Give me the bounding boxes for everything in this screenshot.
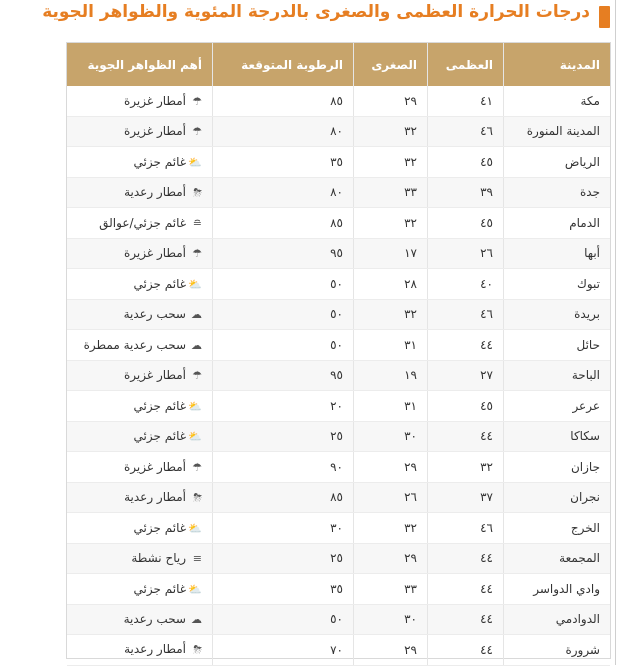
cell-phenomena — [67, 574, 213, 605]
cell-humidity: ٥٠ — [213, 299, 354, 330]
table-row — [67, 574, 610, 605]
cell-city: الباحة — [504, 360, 611, 391]
phenomena-label: غائم جزئي — [133, 429, 186, 444]
cell-max: ٤٦ — [428, 513, 504, 544]
right-divider — [615, 0, 616, 665]
cell-phenomena — [67, 635, 213, 666]
table-body — [67, 86, 610, 665]
cell-humidity: ٢٠ — [213, 391, 354, 422]
thunder-cloud-icon: ☁ — [191, 308, 202, 322]
cell-max: ٤٤ — [428, 635, 504, 666]
cell-min: ٣٢ — [354, 116, 428, 147]
cell-phenomena — [67, 299, 213, 330]
cell-phenomena — [67, 604, 213, 635]
thunderstorm-icon: ⛈ — [193, 185, 202, 199]
phenomena-label: أمطار غزيرة — [123, 368, 186, 383]
table-row — [67, 269, 610, 300]
cell-city: الدمام — [504, 208, 611, 239]
cell-min: ٣١ — [354, 330, 428, 361]
header-city: المدينة — [504, 43, 611, 86]
cell-humidity: ٢٥ — [213, 421, 354, 452]
table-header-row — [67, 43, 610, 86]
title-accent-bar — [599, 6, 610, 28]
cell-humidity: ٣٥ — [213, 147, 354, 178]
partly-cloudy-icon: ⛅ — [188, 582, 202, 596]
table-row — [67, 177, 610, 208]
phenomena-label: رياح نشطة — [131, 551, 186, 566]
cell-min: ٣٢ — [354, 513, 428, 544]
cell-phenomena — [67, 452, 213, 483]
cell-phenomena — [67, 147, 213, 178]
cell-city: عرعر — [504, 391, 611, 422]
cell-phenomena — [67, 238, 213, 269]
cell-max: ٤٤ — [428, 604, 504, 635]
cell-city: الرياض — [504, 147, 611, 178]
cell-min: ٣١ — [354, 391, 428, 422]
cell-phenomena — [67, 360, 213, 391]
cell-humidity: ٩٥ — [213, 238, 354, 269]
header-max: العظمى — [428, 43, 504, 86]
table-row — [67, 86, 610, 116]
cell-humidity: ٨٠ — [213, 177, 354, 208]
cell-min: ٢٦ — [354, 482, 428, 513]
cell-humidity: ٣٠ — [213, 513, 354, 544]
table-row — [67, 604, 610, 635]
cell-max: ٤٤ — [428, 574, 504, 605]
rain-cloud-icon: ☂ — [192, 369, 202, 383]
cell-humidity: ٨٥ — [213, 482, 354, 513]
cell-min: ١٩ — [354, 360, 428, 391]
rain-cloud-icon: ☂ — [192, 460, 202, 474]
cell-humidity: ٩٥ — [213, 360, 354, 391]
table-row — [67, 513, 610, 544]
table-row — [67, 635, 610, 666]
cell-phenomena — [67, 116, 213, 147]
cell-max: ٤١ — [428, 86, 504, 116]
phenomena-label: أمطار غزيرة — [123, 246, 186, 261]
thunder-cloud-icon: ☁ — [191, 338, 202, 352]
cell-max: ٤٦ — [428, 116, 504, 147]
cell-max: ٣٩ — [428, 177, 504, 208]
cell-min: ٢٩ — [354, 452, 428, 483]
cell-min: ٢٨ — [354, 269, 428, 300]
rain-cloud-icon: ☂ — [192, 94, 202, 108]
header-phenomena: أهم الظواهر الجوية — [67, 43, 213, 86]
cell-humidity: ٣٥ — [213, 574, 354, 605]
title-bar — [0, 0, 618, 34]
phenomena-label: سحب رعدية ممطرة — [83, 337, 186, 352]
phenomena-label: غائم جزئي — [133, 398, 186, 413]
cell-phenomena — [67, 421, 213, 452]
phenomena-label: أمطار رعدية — [124, 642, 186, 657]
cell-max: ٢٦ — [428, 238, 504, 269]
cell-city: المدينة المنورة — [504, 116, 611, 147]
table-row — [67, 452, 610, 483]
cell-city: الدوادمي — [504, 604, 611, 635]
cell-max: ٤٤ — [428, 543, 504, 574]
table-row — [67, 330, 610, 361]
page-title: درجات الحرارة العظمى والصغرى بالدرجة المئوية والظواهر الجوية — [42, 2, 590, 22]
partly-cloudy-icon: ⛅ — [188, 430, 202, 444]
partly-cloudy-icon: ⛅ — [188, 521, 202, 535]
cell-city: الخرج — [504, 513, 611, 544]
thunderstorm-icon: ⛈ — [193, 643, 202, 657]
cell-phenomena — [67, 391, 213, 422]
cell-city: حائل — [504, 330, 611, 361]
weather-table — [67, 43, 610, 666]
cell-min: ٢٩ — [354, 543, 428, 574]
phenomena-label: غائم جزئي — [133, 581, 186, 596]
table-row — [67, 208, 610, 239]
cell-phenomena — [67, 330, 213, 361]
phenomena-label: أمطار غزيرة — [123, 93, 186, 108]
cell-city: المجمعة — [504, 543, 611, 574]
table-row — [67, 116, 610, 147]
phenomena-label: أمطار غزيرة — [123, 459, 186, 474]
cell-max: ٤٠ — [428, 269, 504, 300]
cell-phenomena — [67, 86, 213, 116]
thunder-cloud-icon: ☁ — [191, 613, 202, 627]
phenomena-label: غائم جزئي — [133, 520, 186, 535]
table-row — [67, 360, 610, 391]
cell-city: أبها — [504, 238, 611, 269]
cell-city: تبوك — [504, 269, 611, 300]
cell-min: ٣٢ — [354, 208, 428, 239]
haze-icon: ≘ — [192, 216, 202, 230]
partly-cloudy-icon: ⛅ — [188, 155, 202, 169]
cell-city: بريدة — [504, 299, 611, 330]
cell-max: ٣٧ — [428, 482, 504, 513]
cell-humidity: ٨٥ — [213, 208, 354, 239]
cell-phenomena — [67, 177, 213, 208]
phenomena-label: أمطار غزيرة — [123, 124, 186, 139]
rain-cloud-icon: ☂ — [192, 247, 202, 261]
cell-humidity: ٥٠ — [213, 330, 354, 361]
cell-city: شرورة — [504, 635, 611, 666]
cell-max: ٤٦ — [428, 299, 504, 330]
cell-min: ٣٠ — [354, 604, 428, 635]
partly-cloudy-icon: ⛅ — [188, 399, 202, 413]
table-row — [67, 147, 610, 178]
cell-phenomena — [67, 513, 213, 544]
cell-max: ٤٤ — [428, 421, 504, 452]
cell-phenomena — [67, 482, 213, 513]
rain-cloud-icon: ☂ — [192, 125, 202, 139]
cell-max: ٤٤ — [428, 330, 504, 361]
cell-city: جدة — [504, 177, 611, 208]
cell-humidity: ٩٠ — [213, 452, 354, 483]
table-row — [67, 543, 610, 574]
thunderstorm-icon: ⛈ — [193, 490, 202, 504]
table-row — [67, 238, 610, 269]
weather-table-frame — [66, 42, 611, 659]
cell-max: ٤٥ — [428, 147, 504, 178]
cell-phenomena — [67, 543, 213, 574]
wind-icon: ≡ — [192, 552, 202, 566]
phenomena-label: أمطار رعدية — [124, 184, 186, 199]
cell-min: ٣٠ — [354, 421, 428, 452]
table-row — [67, 299, 610, 330]
cell-phenomena — [67, 269, 213, 300]
cell-humidity: ٢٥ — [213, 543, 354, 574]
cell-min: ٣٢ — [354, 147, 428, 178]
cell-city: وادي الدواسر — [504, 574, 611, 605]
cell-min: ٣٣ — [354, 177, 428, 208]
cell-city: جازان — [504, 452, 611, 483]
cell-phenomena — [67, 208, 213, 239]
cell-min: ٣٢ — [354, 299, 428, 330]
cell-max: ٣٢ — [428, 452, 504, 483]
cell-city: سكاكا — [504, 421, 611, 452]
phenomena-label: أمطار رعدية — [124, 489, 186, 504]
cell-max: ٤٥ — [428, 208, 504, 239]
cell-max: ٢٧ — [428, 360, 504, 391]
phenomena-label: غائم جزئي — [133, 276, 186, 291]
table-row — [67, 391, 610, 422]
phenomena-label: سحب رعدية — [123, 612, 186, 627]
cell-min: ٣٣ — [354, 574, 428, 605]
header-humidity: الرطوبة المتوقعة — [213, 43, 354, 86]
phenomena-label: سحب رعدية — [123, 307, 186, 322]
header-min: الصغرى — [354, 43, 428, 86]
cell-humidity: ٧٠ — [213, 635, 354, 666]
partly-cloudy-icon: ⛅ — [188, 277, 202, 291]
table-row — [67, 482, 610, 513]
cell-city: نجران — [504, 482, 611, 513]
cell-humidity: ٨٥ — [213, 86, 354, 116]
cell-humidity: ٥٠ — [213, 269, 354, 300]
phenomena-label: غائم جزئي — [133, 154, 186, 169]
cell-humidity: ٥٠ — [213, 604, 354, 635]
table-row — [67, 421, 610, 452]
cell-city: مكة — [504, 86, 611, 116]
phenomena-label: غائم جزئي/عوالق — [99, 215, 186, 230]
cell-min: ١٧ — [354, 238, 428, 269]
cell-humidity: ٨٠ — [213, 116, 354, 147]
cell-max: ٤٥ — [428, 391, 504, 422]
cell-min: ٢٩ — [354, 86, 428, 116]
cell-min: ٢٩ — [354, 635, 428, 666]
